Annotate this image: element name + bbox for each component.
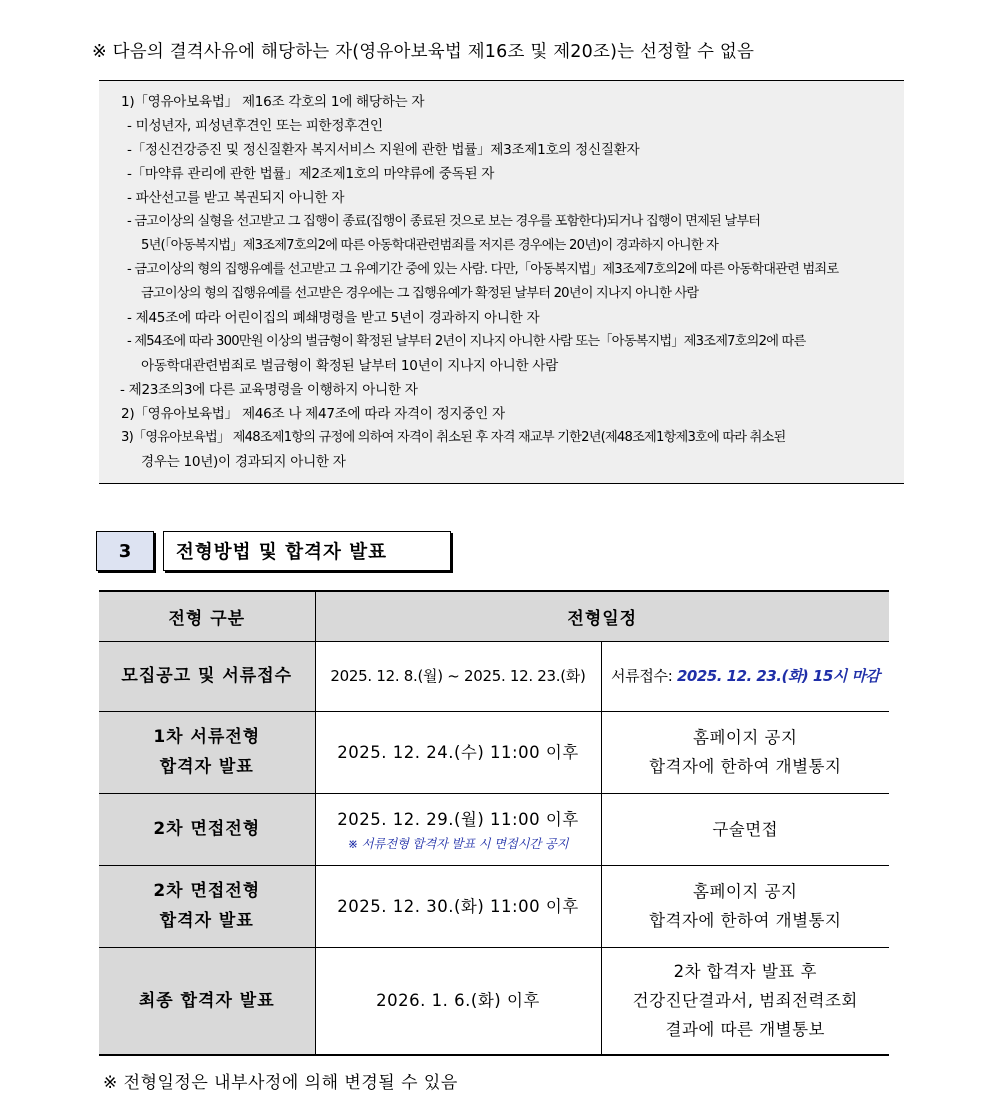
category-line: 합격자 발표 <box>159 757 254 777</box>
disqualification-item: - 미성년자, 피성년후견인 또는 피한정후견인 <box>127 118 383 134</box>
disqualification-item: - 파산선고를 받고 복권되지 아니한 자 <box>127 190 345 206</box>
table-row <box>99 641 889 711</box>
disqualification-item: 5년(「아동복지법」제3조제7호의2에 따른 아동학대관련범죄를 저지른 경우에는 20년)이 경과하지 아니한 자 <box>141 238 719 253</box>
note-line: 건강진단결과서, 범죄전력조회 <box>632 991 858 1011</box>
table-row <box>99 793 889 865</box>
row-note: 구술면접 <box>601 793 889 865</box>
deadline-text: 2025. 12. 23.(화) 15시 마감 <box>676 666 880 685</box>
row-category: 2차 면접전형 <box>99 793 315 865</box>
row-date: 2026. 1. 6.(화) 이후 <box>315 947 601 1055</box>
row-note <box>601 711 889 793</box>
schedule-change-note: ※ 전형일정은 내부사정에 의해 변경될 수 있음 <box>103 1073 458 1093</box>
row-date <box>315 793 601 865</box>
date-line: 2025. 12. 29.(월) 11:00 이후 <box>337 809 579 829</box>
disqualification-item: - 제54조에 따라 300만원 이상의 벌금형이 확정된 날부터 2년이 지나지 아니한 사람 또는「아동복지법」제3조제7호의2에 따른 <box>127 334 806 349</box>
row-note <box>601 947 889 1055</box>
deadline-prefix: 서류접수: <box>610 666 673 685</box>
table-header-row <box>99 591 889 641</box>
row-note <box>601 641 889 711</box>
schedule-table <box>99 590 889 1056</box>
disqualification-item: 1)「영유아보육법」 제16조 각호의 1에 해당하는 자 <box>121 94 425 110</box>
disqualification-item: -「마약류 관리에 관한 법률」제2조제1호의 마약류에 중독된 자 <box>127 166 495 182</box>
note-line: 2차 합격자 발표 후 <box>673 962 817 982</box>
row-category: 모집공고 및 서류접수 <box>99 641 315 711</box>
note-line: 홈페이지 공지 <box>693 882 798 901</box>
note-line: 결과에 따른 개별통보 <box>665 1020 825 1040</box>
header-schedule: 전형일정 <box>315 591 889 641</box>
table-row <box>99 865 889 947</box>
note-line: 홈페이지 공지 <box>693 728 798 747</box>
row-date: 2025. 12. 24.(수) 11:00 이후 <box>315 711 601 793</box>
row-category <box>99 865 315 947</box>
disqualification-item: -「정신건강증진 및 정신질환자 복지서비스 지원에 관한 법률」제3조제1호의 정신질환자 <box>127 142 640 158</box>
disqualification-item: 3)「영유아보육법」 제48조제1항의 규정에 의하여 자격이 취소된 후 자격 재교부 기한2년(제48조제1항제3호에 따라 취소된 <box>121 430 786 445</box>
row-note <box>601 865 889 947</box>
header-category: 전형 구분 <box>99 591 315 641</box>
interview-time-note: ※ 서류전형 합격자 발표 시 면접시간 공지 <box>347 835 569 851</box>
section-title: 전형방법 및 합격자 발표 <box>163 531 451 571</box>
table-row <box>99 711 889 793</box>
category-line: 2차 면접전형 <box>153 881 261 901</box>
row-category: 최종 합격자 발표 <box>99 947 315 1055</box>
disqualification-item: - 금고이상의 실형을 선고받고 그 집행이 종료(집행이 종료된 것으로 보는 경우를 포함한다)되거나 집행이 면제된 날부터 <box>127 214 761 229</box>
category-line: 1차 서류전형 <box>153 727 261 747</box>
section-number: 3 <box>96 531 154 571</box>
disqualification-item: 금고이상의 형의 집행유예를 선고받은 경우에는 그 집행유예가 확정된 날부터 20년이 지나지 아니한 사람 <box>141 286 699 301</box>
note-line: 합격자에 한하여 개별통지 <box>649 757 842 776</box>
disqualification-item: - 제23조의3에 다른 교육명령을 이행하지 아니한 자 <box>120 382 418 398</box>
disqualification-intro: ※ 다음의 결격사유에 해당하는 자(영유아보육법 제16조 및 제20조)는 선정할 수 없음 <box>92 42 755 62</box>
table-row <box>99 947 889 1055</box>
row-category <box>99 711 315 793</box>
disqualification-item: 경우는 10년)이 경과되지 아니한 자 <box>141 454 346 470</box>
disqualification-item: - 제45조에 따라 어린이집의 폐쇄명령을 받고 5년이 경과하지 아니한 자 <box>127 310 540 326</box>
disqualification-item: 아동학대관련범죄로 벌금형이 확정된 날부터 10년이 지나지 아니한 사람 <box>141 358 558 374</box>
row-date: 2025. 12. 30.(화) 11:00 이후 <box>315 865 601 947</box>
category-line: 합격자 발표 <box>159 911 254 931</box>
disqualification-item: - 금고이상의 형의 집행유예를 선고받고 그 유예기간 중에 있는 사람. 다만,「아동복지법」제3조제7호의2에 따른 아동학대관련 범죄로 <box>127 262 839 277</box>
row-period: 2025. 12. 8.(월) ~ 2025. 12. 23.(화) <box>315 641 601 711</box>
note-line: 합격자에 한하여 개별통지 <box>649 911 842 930</box>
disqualification-item: 2)「영유아보육법」 제46조 나 제47조에 따라 자격이 정지중인 자 <box>121 406 505 422</box>
